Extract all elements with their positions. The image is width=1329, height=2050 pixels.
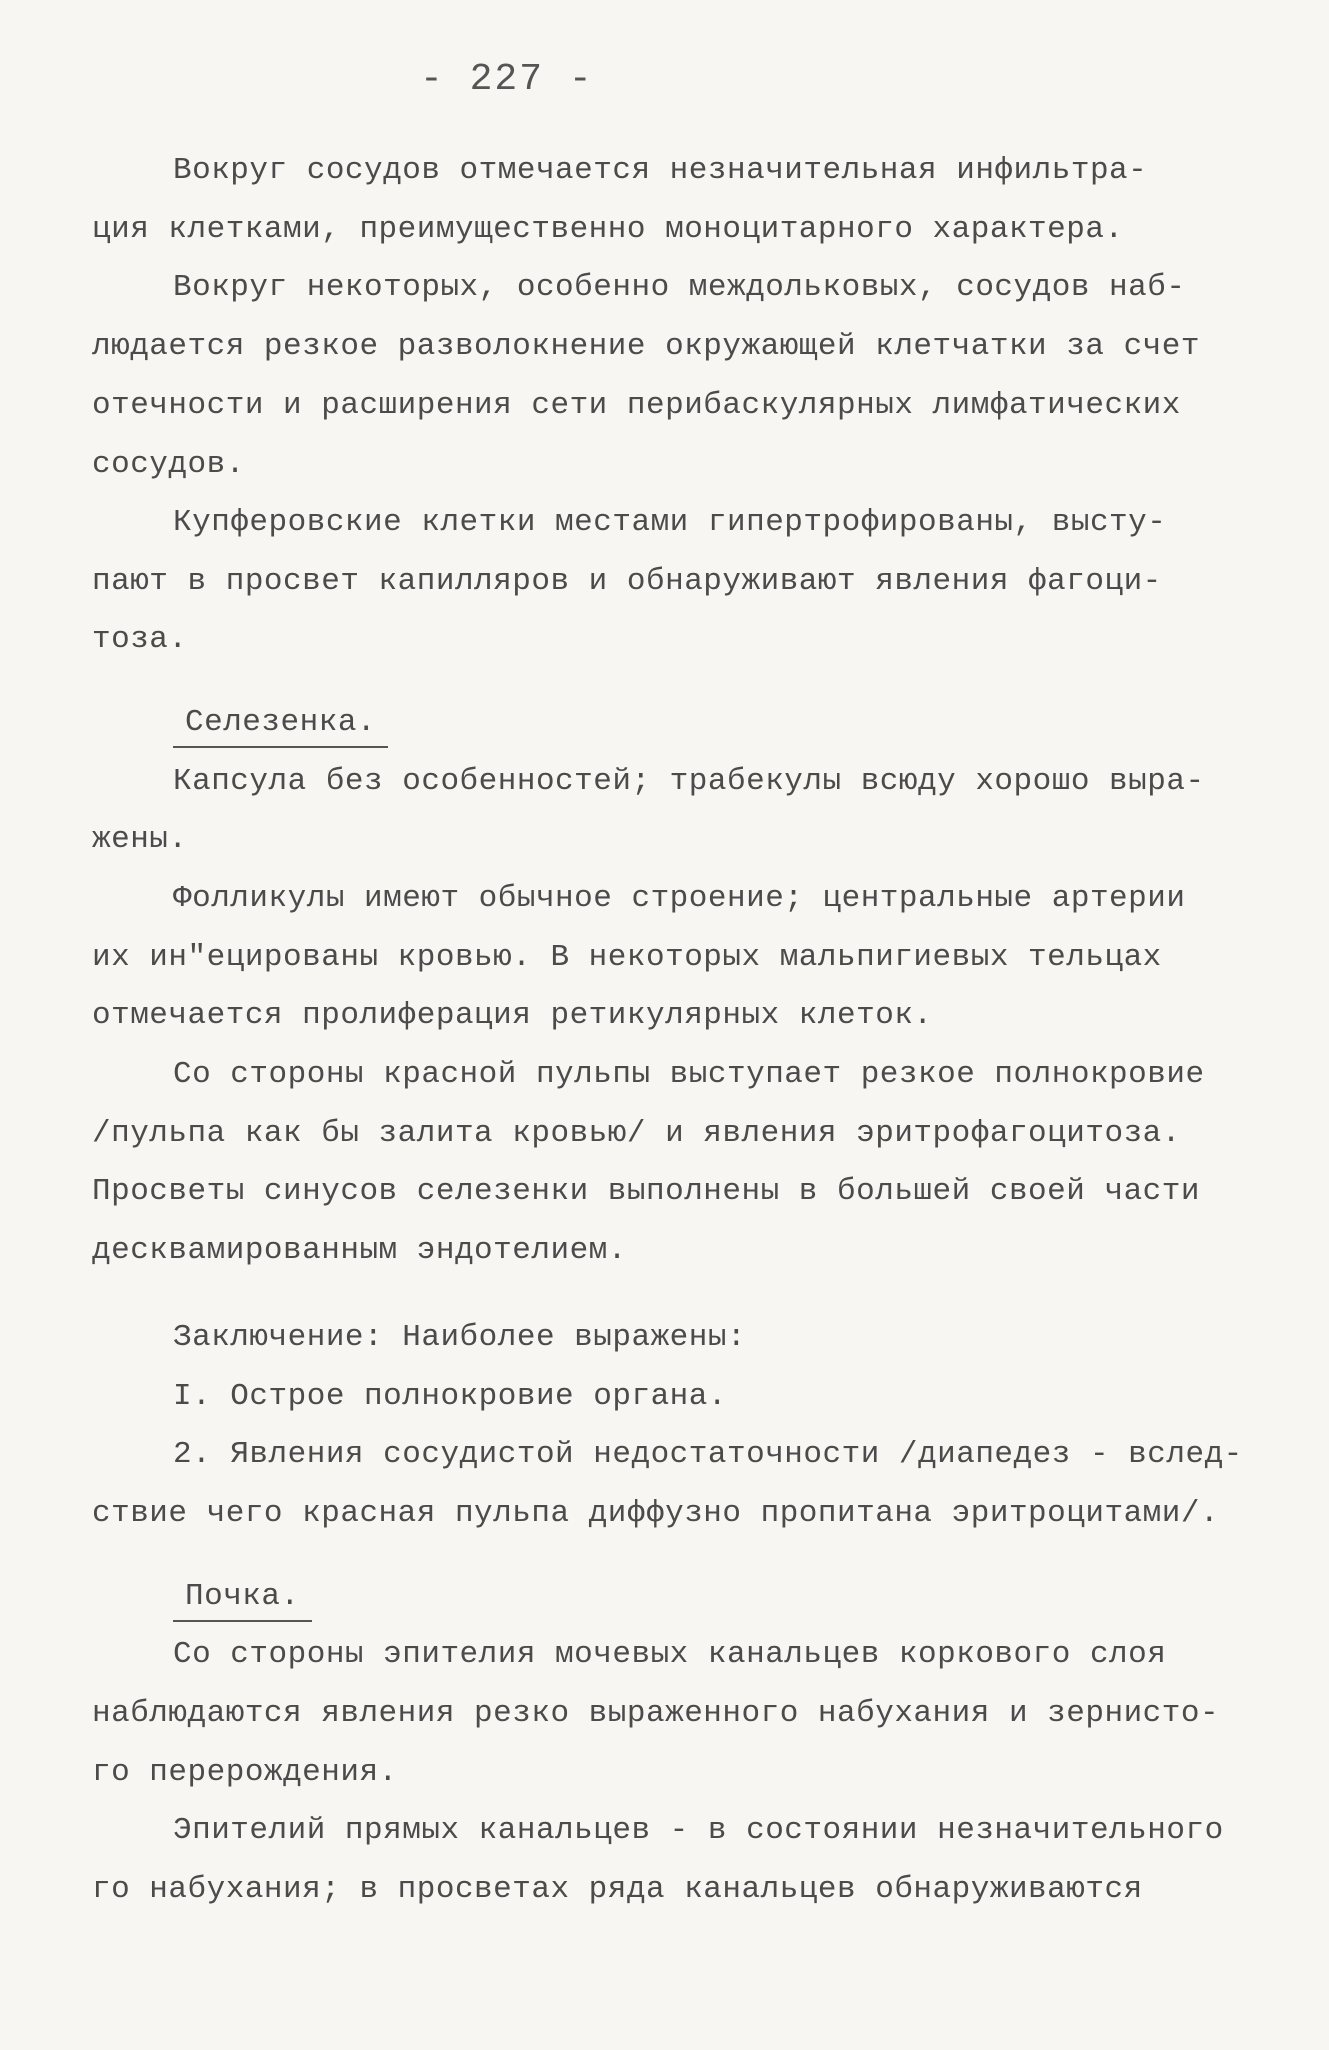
text-line: жены.: [92, 822, 188, 857]
text-line: Со стороны эпителия мочевых канальцев коркового слоя: [173, 1637, 1167, 1672]
text-line: людается резкое разволокнение окружающей клетчатки за счет: [92, 329, 1200, 364]
page-number: - 227 -: [420, 58, 594, 101]
text-line: десквамированным эндотелием.: [92, 1233, 627, 1268]
text-line: Эпителий прямых канальцев - в состоянии незначительного: [173, 1813, 1224, 1848]
section-heading-spleen: [185, 705, 376, 740]
text-line: наблюдаются явления резко выраженного набухания и зернисто-: [92, 1696, 1220, 1731]
text-line: Заключение: Наиболее выражены:: [173, 1320, 747, 1355]
text-line: I. Острое полнокровие органа.: [173, 1379, 727, 1414]
text-line: ция клетками, преимущественно моноцитарного характера.: [92, 212, 1124, 247]
heading-underline: [173, 1620, 312, 1622]
heading-underline: [173, 746, 388, 748]
text-line: Со стороны красной пульпы выступает резкое полнокровие: [173, 1057, 1205, 1092]
text-line: отмечается пролиферация ретикулярных клеток.: [92, 998, 933, 1033]
text-line: тоза.: [92, 622, 188, 657]
text-line: Купферовские клетки местами гипертрофированы, высту-: [173, 505, 1167, 540]
section-heading-kidney-label: Почка.: [185, 1579, 300, 1614]
text-line: Вокруг некоторых, особенно междольковых, сосудов наб-: [173, 270, 1186, 305]
text-line: /пульпа как бы залита кровью/ и явления эритрофагоцитоза.: [92, 1116, 1181, 1151]
text-line: отечности и расширения сети перибаскулярных лимфатических: [92, 388, 1181, 423]
text-line: пают в просвет капилляров и обнаруживают явления фагоци-: [92, 564, 1162, 599]
text-line: 2. Явления сосудистой недостаточности /диапедез - вслед-: [173, 1437, 1243, 1472]
section-heading-spleen-label: Селезенка.: [185, 705, 377, 740]
text-line: ствие чего красная пульпа диффузно пропитана эритроцитами/.: [92, 1496, 1220, 1531]
text-line: го набухания; в просветах ряда канальцев обнаруживаются: [92, 1872, 1143, 1907]
text-line: сосудов.: [92, 447, 245, 482]
text-line: их ин"ецированы кровью. В некоторых мальпигиевых тельцах: [92, 940, 1162, 975]
text-line: го перерождения.: [92, 1755, 398, 1790]
text-line: Фолликулы имеют обычное строение; центральные артерии: [173, 881, 1186, 916]
text-line: Просветы синусов селезенки выполнены в большей своей части: [92, 1174, 1200, 1209]
text-line: Капсула без особенностей; трабекулы всюду хорошо выра-: [173, 764, 1205, 799]
section-heading-kidney: [185, 1579, 300, 1614]
text-line: Вокруг сосудов отмечается незначительная инфильтра-: [173, 153, 1148, 188]
